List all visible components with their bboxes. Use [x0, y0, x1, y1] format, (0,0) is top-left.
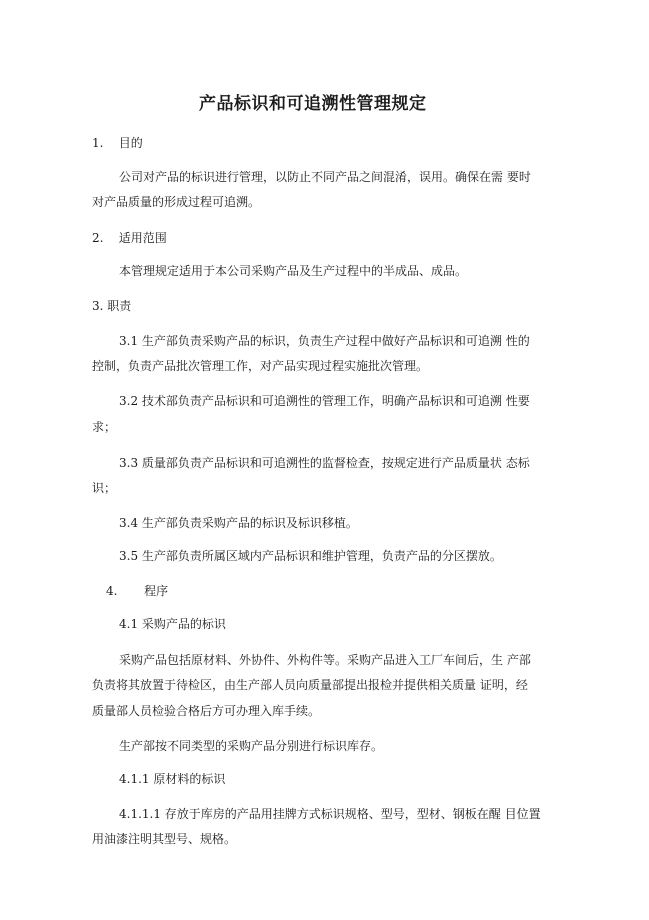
paragraph-line: 控制，负责产品批次管理工作，对产品实现过程实施批次管理。: [92, 359, 429, 373]
section-heading-procedure: 4. 程序: [106, 584, 169, 598]
section-heading-responsibilities: 3. 职责: [92, 299, 132, 313]
paragraph-line: 生产部按不同类型的采购产品分别进行标识库存。: [119, 739, 384, 753]
page-title: 产品标识和可追溯性管理规定: [199, 94, 427, 114]
paragraph-line: 3.1 生产部负责采购产品的标识，负责生产过程中做好产品标识和可追溯 性的: [119, 334, 530, 348]
paragraph-line: 3.4 生产部负责采购产品的标识及标识移植。: [119, 516, 358, 530]
paragraph-line: 质量部人员检验合格后方可办理入库手续。: [92, 704, 321, 718]
paragraph-line: 4.1.1.1 存放于库房的产品用挂牌方式标识规格、型号，型材、钢板在醒 目位置: [119, 807, 541, 821]
section-heading-scope: 2. 适用范围: [92, 231, 167, 245]
paragraph-line: 用油漆注明其型号、规格。: [92, 832, 237, 846]
paragraph-line: 对产品质量的形成过程可追溯。: [92, 195, 261, 209]
paragraph-line: 识；: [92, 481, 117, 495]
paragraph-line: 求；: [92, 420, 117, 434]
paragraph-line: 本管理规定适用于本公司采购产品及生产过程中的半成品、成品。: [119, 264, 468, 278]
paragraph-line: 3.3 质量部负责产品标识和可追溯性的监督检查，按规定进行产品质量状 态标: [119, 456, 530, 470]
section-heading-purpose: 1. 目的: [92, 136, 143, 150]
paragraph-line: 负责将其放置于待检区，由生产部人员向质量部提出报检并提供相关质量 证明，经: [92, 678, 528, 692]
paragraph-line: 3.5 生产部负责所属区域内产品标识和维护管理，负责产品的分区摆放。: [119, 549, 502, 563]
subsection-heading: 4.1.1 原材料的标识: [119, 772, 226, 786]
subsection-heading: 4.1 采购产品的标识: [119, 617, 226, 631]
paragraph-line: 3.2 技术部负责产品标识和可追溯性的管理工作，明确产品标识和可追溯 性要: [119, 394, 530, 408]
paragraph-line: 采购产品包括原材料、外协件、外构件等。采购产品进入工厂车间后，生 产部: [119, 653, 531, 667]
paragraph-line: 公司对产品的标识进行管理，以防止不同产品之间混淆，误用。确保在需 要时: [119, 170, 531, 184]
